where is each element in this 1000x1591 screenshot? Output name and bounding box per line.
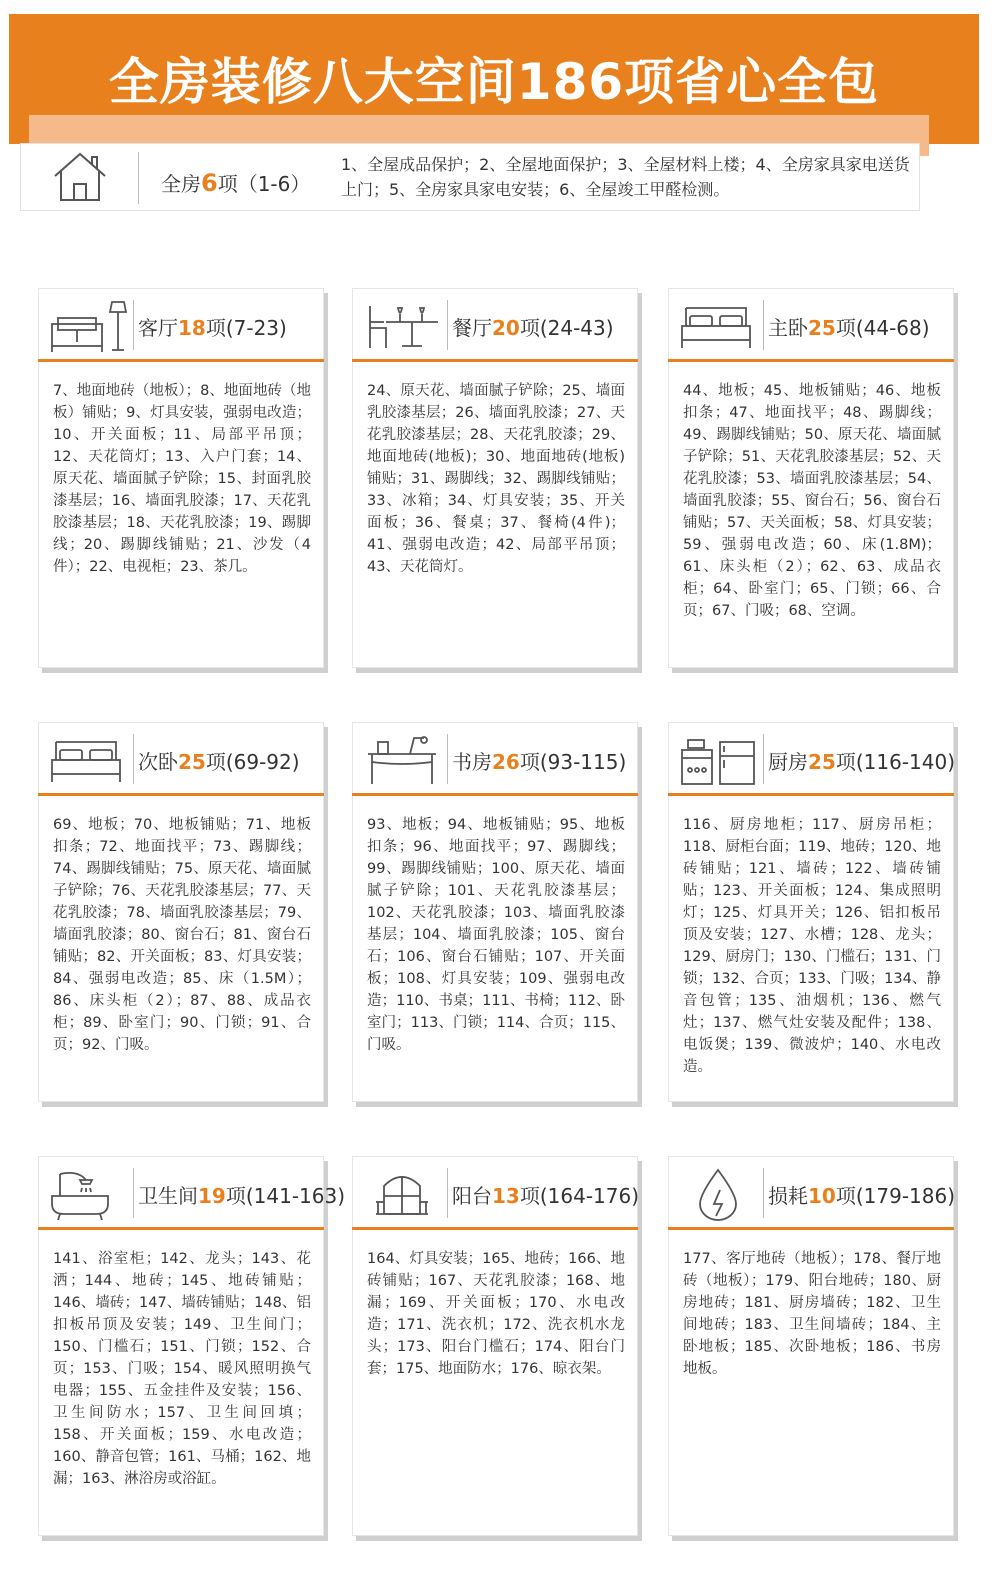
room-title	[768, 1180, 955, 1209]
page-title: 全房装修八大空间186项省心全包	[108, 53, 880, 111]
room-count: 10	[808, 1184, 836, 1208]
title-banner	[9, 14, 979, 144]
room-name: 厨房	[768, 750, 808, 774]
room-range: 项(179-186)	[835, 1184, 956, 1208]
room-count: 25	[808, 750, 836, 774]
card-header	[352, 288, 638, 362]
room-count: 20	[492, 316, 520, 340]
room-name: 卫生间	[138, 1184, 198, 1208]
whole-count: 6	[201, 169, 218, 197]
bed-icon	[48, 732, 128, 788]
divider	[447, 1168, 448, 1218]
room-items: 44、地板；45、地板铺贴；46、地板扣条；47、地面找平；48、踢脚线；49、踢脚线铺贴；50、原天花、墙面腻子铲除；51、天花乳胶漆基层；52、天花乳胶漆；53、墙面乳胶漆基层；54、墙面乳胶漆；55、窗台石；56、窗台石铺贴；57、天关面板；58、灯具安装；59、强弱电改造；60、床(1.8M)；61、床头柜（2）；62、63、成品衣柜；64、卧室门；65、门锁；66、合页；67、门吸；68、空调。	[683, 383, 941, 619]
room-items: 177、客厅地砖（地板）；178、餐厅地砖（地板）；179、阳台地砖；180、厨房地砖；181、厨房墙砖；182、卫生间地砖；183、卫生间墙砖；184、主卧地板；185、次卧地板；186、书房地板。	[683, 1251, 941, 1377]
room-range: 项(24-43)	[519, 316, 614, 340]
room-range: 项(7-23)	[205, 316, 287, 340]
whole-house-label	[161, 168, 310, 197]
kitchen-icon	[678, 732, 758, 788]
room-range: 项(69-92)	[205, 750, 300, 774]
room-name: 损耗	[768, 1184, 808, 1208]
whole-house-box	[20, 143, 920, 211]
desk-icon	[362, 732, 442, 788]
card-header	[38, 1156, 346, 1230]
room-count: 19	[198, 1184, 226, 1208]
card-header	[668, 722, 954, 796]
room-title	[138, 1180, 345, 1209]
room-items: 7、地面地砖（地板）；8、地面地砖（地板）铺贴；9、灯具安装，强弱电改造；10、开关面板；11、局部平吊顶；12、天花筒灯；13、入户门套；14、原天花、墙面腻子铲除；15、封面乳胶漆基层；16、墙面乳胶漆；17、天花乳胶漆基层；18、天花乳胶漆；19、踢脚线；20、踢脚线铺贴；21、沙发（4件）；22、电视柜；23、茶几。	[53, 383, 311, 575]
room-count: 13	[492, 1184, 520, 1208]
drop-icon	[678, 1166, 758, 1222]
room-name: 书房	[452, 750, 492, 774]
divider	[138, 152, 139, 204]
room-count: 25	[808, 316, 836, 340]
room-range: 项(141-163)	[225, 1184, 346, 1208]
room-items: 164、灯具安装；165、地砖；166、地砖铺贴；167、天花乳胶漆；168、地漏；169、开关面板；170、水电改造；171、洗衣机；172、洗衣机水龙头；173、阳台门槛石；174、阳台门套；175、地面防水；176、晾衣架。	[367, 1251, 625, 1377]
room-title	[452, 746, 626, 775]
card-header	[38, 288, 324, 362]
divider	[763, 1168, 764, 1218]
room-count: 26	[492, 750, 520, 774]
dining-table-icon	[362, 298, 442, 354]
divider	[763, 734, 764, 784]
room-items: 116、厨房地柜；117、厨房吊柜；118、厨柜台面；119、地砖；120、地砖铺贴；121、墙砖；122、墙砖铺贴；123、开关面板；124、集成照明灯；125、灯具开关；126、铝扣板吊顶及安装；127、水槽；128、龙头；129、厨房门；130、门槛石；131、门锁；132、合页；133、门吸；134、静音包管；135、油烟机；136、燃气灶；137、燃气灶安装及配件；138、电饭煲；139、微波炉；140、水电改造。	[683, 817, 941, 1075]
divider	[447, 734, 448, 784]
card-header	[668, 1156, 954, 1230]
room-range: 项(44-68)	[835, 316, 930, 340]
room-range: 项(93-115)	[519, 750, 627, 774]
room-items: 93、地板；94、地板铺贴；95、地板扣条；96、地面找平；97、踢脚线；99、踢脚线铺贴；100、原天花、墙面腻子铲除；101、天花乳胶漆基层；102、天花乳胶漆；103、墙面乳胶漆基层；104、墙面乳胶漆；105、窗台石；106、窗台石铺贴；107、开关面板；108、灯具安装；109、强弱电改造；110、书桌；111、书椅；112、卧室门；113、门锁；114、合页；115、门吸。	[367, 817, 625, 1053]
divider	[763, 300, 764, 350]
room-title	[138, 746, 300, 775]
room-range: 项(164-176)	[519, 1184, 640, 1208]
sofa-lamp-icon	[48, 298, 128, 354]
room-name: 餐厅	[452, 316, 492, 340]
card-header	[38, 722, 324, 796]
card-header	[352, 722, 638, 796]
room-title	[138, 312, 287, 341]
double-bed-icon	[678, 298, 758, 354]
room-name: 客厅	[138, 316, 178, 340]
divider	[133, 1168, 134, 1218]
divider	[447, 300, 448, 350]
room-items: 141、浴室柜；142、龙头；143、花洒；144、地砖；145、地砖铺贴；146、墙砖；147、墙砖铺贴；148、铝扣板吊顶及安装；149、卫生间门；150、门槛石；151、门锁；152、合页；153、门吸；154、暖风照明换气电器；155、五金挂件及安装；156、卫生间防水；157、卫生间回填；158、开关面板；159、水电改造；160、静音包管；161、马桶；162、地漏；163、淋浴房或浴缸。	[53, 1251, 311, 1487]
room-name: 主卧	[768, 316, 808, 340]
card-header	[352, 1156, 638, 1230]
room-title	[768, 746, 955, 775]
room-count: 18	[178, 316, 206, 340]
window-icon	[362, 1166, 442, 1222]
card-header	[668, 288, 954, 362]
room-count: 25	[178, 750, 206, 774]
room-items: 69、地板；70、地板铺贴；71、地板扣条；72、地面找平；73、踢脚线；74、踢脚线铺贴；75、原天花、墙面腻子铲除；76、天花乳胶漆基层；77、天花乳胶漆；78、墙面乳胶漆基层；79、墙面乳胶漆；80、窗台石；81、窗台石铺贴；82、开关面板；83、灯具安装；84、强弱电改造；85、床（1.5M）；86、床头柜（2）；87、88、成品衣柜；89、卧室门；90、门锁；91、合页；92、门吸。	[53, 817, 311, 1053]
room-title	[452, 312, 614, 341]
house-icon	[51, 148, 109, 206]
divider	[133, 300, 134, 350]
whole-house-items: 1、全屋成品保护；2、全屋地面保护；3、全屋材料上楼；4、全房家具家电送货上门；5、全房家具家电安装；6、全屋竣工甲醛检测。	[341, 155, 910, 199]
divider	[133, 734, 134, 784]
room-name: 阳台	[452, 1184, 492, 1208]
bathtub-icon	[48, 1166, 128, 1222]
room-items: 24、原天花、墙面腻子铲除；25、墙面乳胶漆基层；26、墙面乳胶漆；27、天花乳胶漆基层；28、天花乳胶漆；29、地面地砖(地板)；30、地面地砖(地板)铺贴；31、踢脚线；32、踢脚线铺贴；33、冰箱；34、灯具安装；35、开关面板；36、餐桌；37、餐椅(4件)；41、强弱电改造；42、局部平吊顶；43、天花筒灯。	[367, 383, 625, 575]
room-title	[452, 1180, 639, 1209]
room-title	[768, 312, 930, 341]
room-name: 次卧	[138, 750, 178, 774]
whole-prefix: 全房	[161, 172, 201, 196]
room-range: 项(116-140)	[835, 750, 956, 774]
whole-suffix: 项（1-6）	[217, 172, 311, 196]
